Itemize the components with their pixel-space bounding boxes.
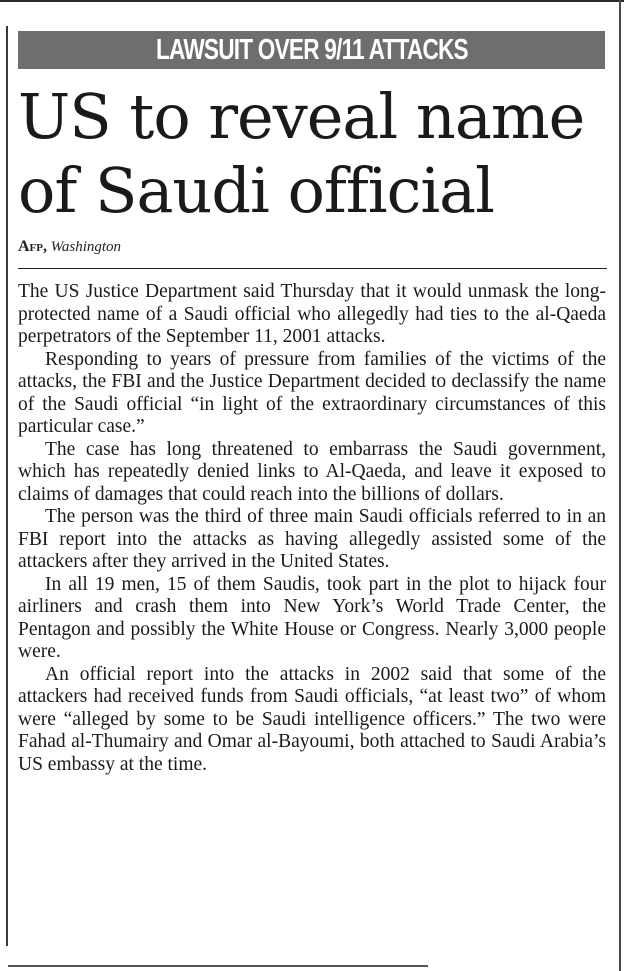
article-paragraph-6: An official report into the attacks in 2002 said that some of the attackers had received funds from Saudi officials, “at least two” of whom were “alleged by some to be Saudi intelligence officers.” The two were Fahad al-Thumairy and Omar al-Bayoumi, both attached to Saudi Arabia’s US embassy at the time.: [18, 663, 606, 775]
kicker-text: LAWSUIT OVER 9/11 ATTACKS: [155, 34, 468, 66]
article-paragraph-4: The person was the third of three main Saudi officials referred to in an FBI report into the attacks as having allegedly assisted some of the attackers after they arrived in the United States.: [18, 506, 606, 572]
byline: [18, 238, 121, 256]
frame-left-border: [6, 26, 8, 946]
article-body: [18, 281, 606, 776]
article-paragraph-1: The US Justice Department said Thursday that it would unmask the long-protected name of a Saudi official who allegedly had ties to the al-Qaeda perpetrators of the September 11, 2001 attacks.: [18, 281, 606, 347]
kicker-banner: [18, 31, 605, 69]
headline: US to reveal name of Saudi official: [18, 80, 585, 227]
frame-right-border: [619, 0, 621, 971]
frame-bottom-border: [8, 965, 428, 967]
article-paragraph-2: Responding to years of pressure from families of the victims of the attacks, the FBI and the Justice Department decided to declassify the name of the Saudi official “in light of the extraordinary circumstances of this particular case.”: [18, 348, 606, 437]
byline-divider: [18, 268, 607, 269]
byline-place: Washington: [50, 239, 122, 255]
byline-agency: Afp,: [18, 238, 47, 255]
article-paragraph-5: In all 19 men, 15 of them Saudis, took part in the plot to hijack four airliners and crash them into New York’s World Trade Center, the Pentagon and possibly the White House or Congress. Nearly 3,000 people were.: [18, 573, 606, 662]
frame-top-border: [0, 0, 624, 2]
article-paragraph-3: The case has long threatened to embarrass the Saudi government, which has repeatedly denied links to Al-Qaeda, and leave it exposed to claims of damages that could reach into the billions of dollars.: [18, 438, 606, 505]
